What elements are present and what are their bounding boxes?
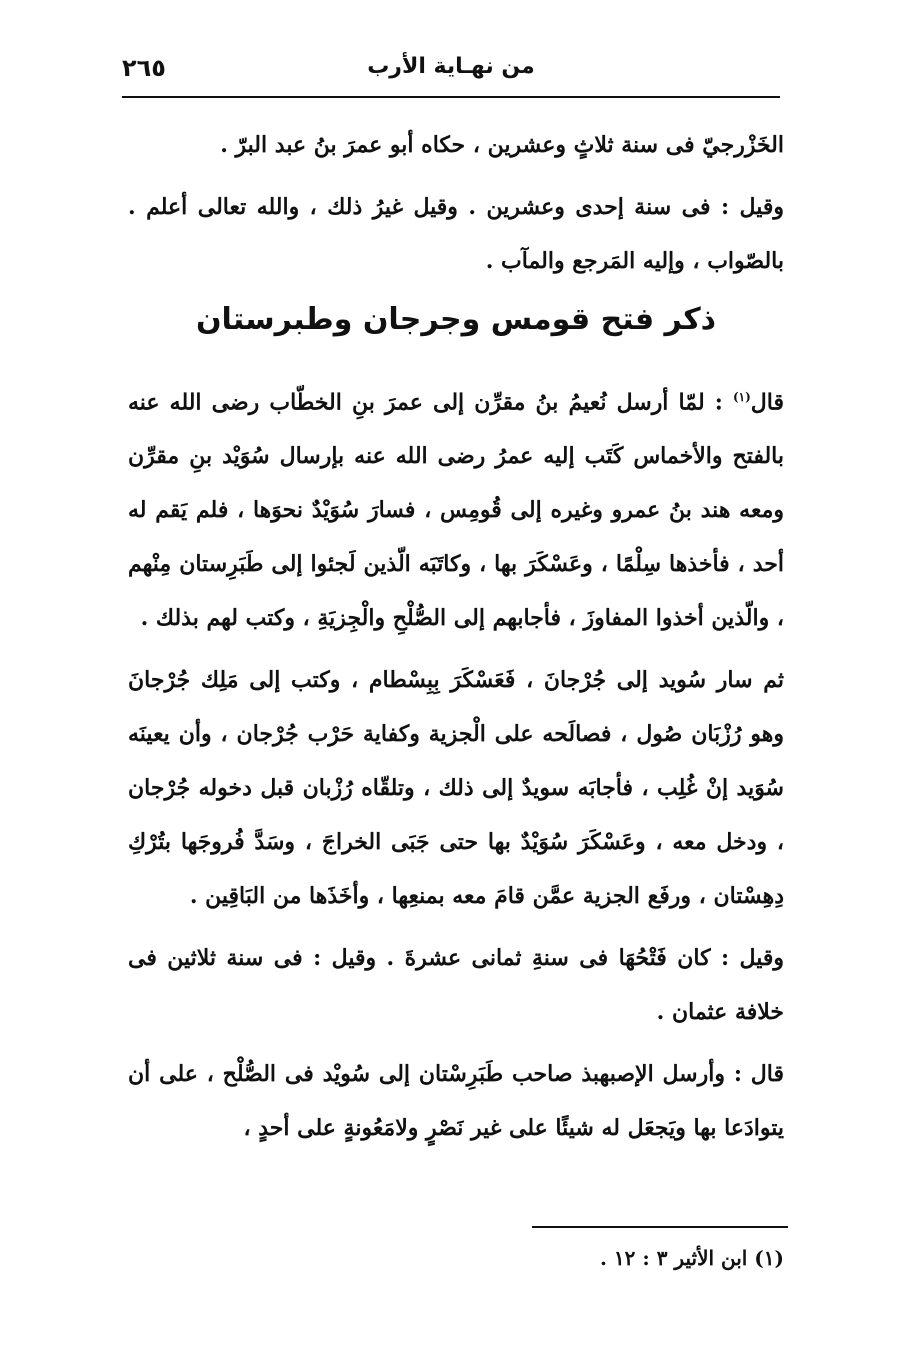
intro-text [128,118,784,288]
footnote: (١) ابن الأثير ٣ : ١٢ . [599,1246,784,1270]
paragraph-text: : لمّا أرسل نُعيمُ بنُ مقرِّن إلى عمرَ بنِ الخطّاب رضى الله عنه بالفتح والأخماس كَتَب إليه عمرُ رضى الله عنه بإرسال سُوَيْد بنِ مقرِّن ومعه هند بنُ عمرو وغيره إلى قُومِس ، فسارَ سُوَيْدٌ نحوَها ، فلم يَقم له أحد ، فأخذها سِلْمًا ، وعَسْكَرَ بها ، وكاتَبَه الّذين لَجئوا إلى طَبَرِستان مِنْهم ، والّذين أخذوا المفاوزَ ، فأجابهم إلى الصُّلْحِ والْجِزيَةِ ، وكتب لهم بذلك . [128,389,784,632]
page-header [122,52,780,96]
section-heading: ذكر فتح قومس وجرجان وطبرستان [195,302,717,337]
footnote-marker: (١) [732,390,751,404]
page-number: ٢٦٥ [122,54,166,82]
section-body [128,370,784,1155]
paragraph: قال : وأرسل الإصبهبذ صاحب طَبَرِسْتان إلى سُويْد فى الصُّلْح ، على أن يتوادَعا بها ويَجعَل له شيئًا على غير نَصْرٍ ولامَعُونةٍ على أحدٍ ، [128,1061,784,1142]
paragraph: الخَزْرجيّ فى سنة ثلاثٍ وعشرين ، حكاه أبو عمرَ بنُ عبد البرّ . [220,132,784,158]
footnote-rule [532,1226,788,1228]
paragraph [128,370,784,645]
paragraph: وقيل : كان فَتْحُهَا فى سنةِ ثمانى عشرةَ . وقيل : فى سنة ثلاثين فى خلافة عثمان . [128,945,784,1026]
paragraph-lead: قال [750,389,784,416]
header-rule [122,96,780,98]
paragraph: وقيل : فى سنة إحدى وعشرين . وقيل غيرُ ذلك ، والله تعالى أعلم . بالصّواب ، وإليه المَرجع والمآب . [128,194,784,274]
paragraph: ثم سار سُويد إلى جُرْجانَ ، فَعَسْكَرَ بِبِسْطام ، وكتب إلى مَلِك جُرْجانَ وهو رُزْبَان صُول ، فصالَحه على الْجزية وكفاية حَرْب جُرْجان ، وأن يعينَه سُوَيد إنْ غُلِب ، فأجابَه سويدٌ إلى ذلك ، وتلقّاه رُزْبان قبل دخوله جُرْجان ، ودخل معه ، وعَسْكَرَ سُوَيْدٌ بها حتى جَبَى الخراجَ ، وسَدَّ فُروجَها بتُرْكِ دِهِسْتان ، ورفَع الجزية عمَّن قامَ معه بمنعِها ، وأخَذَها من البَاقِين . [128,667,784,910]
running-title: من نهـاية الأرب [367,54,535,79]
